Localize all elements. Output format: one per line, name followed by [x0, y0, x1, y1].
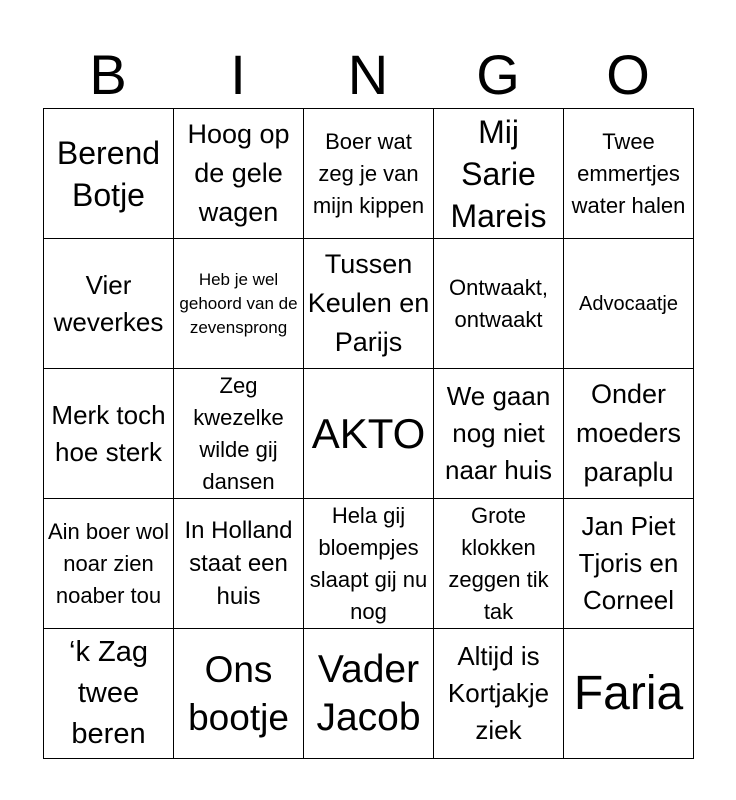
header-letter-g: G — [476, 43, 520, 106]
bingo-cell: Tussen Keulen en Parijs — [304, 239, 434, 369]
bingo-cell: Faria — [564, 629, 694, 759]
header-letter-i: I — [230, 43, 246, 106]
bingo-cell: ‘k Zag twee beren — [44, 629, 174, 759]
bingo-cell: In Holland staat een huis — [174, 499, 304, 629]
bingo-cell: Ontwaakt, ontwaakt — [434, 239, 564, 369]
bingo-cell: Vier weverkes — [44, 239, 174, 369]
bingo-cell: We gaan nog niet naar huis — [434, 369, 564, 499]
bingo-cell: Mij Sarie Mareis — [434, 109, 564, 239]
header-letter-b: B — [89, 43, 127, 106]
bingo-cell: Zeg kwezelke wilde gij dansen — [174, 369, 304, 499]
bingo-cell: Grote klokken zeggen tik tak — [434, 499, 564, 629]
bingo-cell: Twee emmertjes water halen — [564, 109, 694, 239]
bingo-cell: Onder moeders paraplu — [564, 369, 694, 499]
bingo-cell: Merk toch hoe sterk — [44, 369, 174, 499]
bingo-cell: Ons bootje — [174, 629, 304, 759]
grid-row — [44, 499, 694, 629]
grid-row — [44, 369, 694, 499]
bingo-cell: Vader Jacob — [304, 629, 434, 759]
header-letter-n: N — [347, 43, 389, 106]
bingo-card-grid — [43, 108, 694, 759]
bingo-cell: Berend Botje — [44, 109, 174, 239]
bingo-cell: Hela gij bloempjes slaapt gij nu nog — [304, 499, 434, 629]
grid-row — [44, 629, 694, 759]
bingo-cell: Altijd is Kortjakje ziek — [434, 629, 564, 759]
bingo-cell: Heb je wel gehoord van de zevensprong — [174, 239, 304, 369]
grid-row — [44, 109, 694, 239]
bingo-cell: Boer wat zeg je van mijn kippen — [304, 109, 434, 239]
bingo-cell: Hoog op de gele wagen — [174, 109, 304, 239]
header-letter-o: O — [606, 43, 650, 106]
grid-row — [44, 239, 694, 369]
bingo-cell: Advocaatje — [564, 239, 694, 369]
bingo-cell: Ain boer wol noar zien noaber tou — [44, 499, 174, 629]
bingo-header — [43, 42, 693, 108]
bingo-cell: AKTO — [304, 369, 434, 499]
bingo-cell: Jan Piet Tjoris en Corneel — [564, 499, 694, 629]
